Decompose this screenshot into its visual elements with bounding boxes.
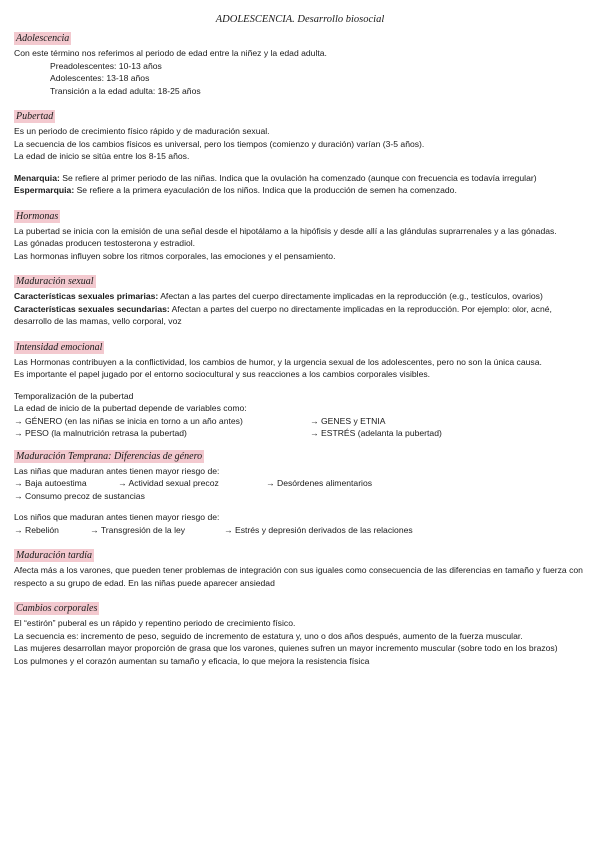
temporalizacion-intro: La edad de inicio de la pubertad depende de variables como:: [14, 403, 247, 413]
variable-peso: → PESO (la malnutrición retrasa la pubertad): [14, 428, 187, 438]
heading-adolescencia: Adolescencia: [16, 33, 70, 44]
intensidad-line: Las Hormonas contribuyen a la conflictividad, los cambios de humor, y la urgencia sexual de los adolescentes, pero no son la única causa.: [14, 356, 542, 367]
primarias-text: Afectan a las partes del cuerpo directamente implicadas en la reproducción (e.g., testículos, ovarios): [158, 291, 543, 301]
hormonas-line: La pubertad se inicia con la emisión de una señal desde el hipotálamo a la hipófisis y desde allí a las glándulas suprarrenales y a las gónadas.: [14, 225, 557, 236]
ninos-intro: Los niños que maduran antes tienen mayor riesgo de:: [14, 512, 220, 522]
temporalizacion-title: Temporalización de la pubertad: [14, 390, 134, 401]
risk-item: → Actividad sexual precoz: [118, 478, 219, 488]
heading-maduracion-temprana: Maduración Temprana: Diferencias de género: [16, 450, 203, 462]
variables-row: [14, 415, 586, 428]
primarias-term: Características sexuales primarias:: [14, 291, 159, 301]
menarquia-text: Se refiere al primer periodo de las niñas. Indica que la ovulación ha comenzado (aunque con frecuencia es todavía irregular): [59, 172, 537, 183]
document-title: ADOLESCENCIA. Desarrollo biosocial: [215, 14, 385, 25]
variable-genes: → GENES y ETNIA: [310, 415, 386, 426]
heading-intensidad-emocional: Intensidad emocional: [16, 341, 103, 353]
cambios-line: Los pulmones y el corazón aumentan su tamaño y eficacia, lo que mejora la resistencia física: [14, 655, 370, 666]
risk-item: → Rebelión: [14, 524, 59, 535]
pubertad-line: La secuencia de los cambios físicos es universal, pero los tiempos (comienzo y duración) varían (3-5 años).: [14, 138, 425, 149]
hormonas-line: Las hormonas influyen sobre los ritmos corporales, las emociones y el pensamiento.: [14, 250, 336, 261]
cambios-line: Las mujeres desarrollan mayor proporción de grasa que los varones, quienes sufren un mayor incremento muscular (sobre todo en los brazos): [14, 643, 558, 653]
pubertad-line: Es un periodo de crecimiento físico rápido y de maduración sexual.: [14, 126, 270, 136]
heading-maduracion-sexual: Maduración sexual: [16, 276, 94, 287]
risk-item: → Consumo precoz de sustancias: [14, 490, 145, 501]
heading-pubertad: Pubertad: [16, 111, 54, 122]
cambios-line: El “estirón” puberal es un rápido y repentino periodo de crecimiento físico.: [14, 618, 296, 628]
espermarquia-text: Se refiere a la primera eyaculación de los niños. Indica que la producción de semen ha comenzado.: [74, 185, 457, 195]
heading-hormonas: Hormonas: [16, 210, 59, 222]
tardia-text: Afecta más a los varones, que pueden tener problemas de integración con sus iguales como consecuencia de las diferencias en tamaño y fuerza con respecto a su grupo de edad. En las niñas puede aparecer ansiedad: [14, 565, 583, 588]
stage-preadolescentes: Preadolescentes: 10-13 años: [50, 60, 162, 71]
stage-adolescentes: Adolescentes: 13-18 años: [50, 73, 150, 83]
primarias-definition: [14, 290, 586, 303]
ninas-risks-row: [14, 477, 586, 490]
risk-item: → Baja autoestima: [14, 478, 87, 488]
variables-row: [14, 427, 586, 440]
hormonas-line: Las gónadas producen testosterona y estradiol.: [14, 238, 196, 248]
risk-item: → Estrés y depresión derivados de las relaciones: [224, 524, 413, 535]
espermarquia-term: Espermarquia:: [14, 185, 75, 195]
espermarquia-definition: [14, 184, 586, 197]
adolescencia-intro: Con este término nos referimos al periodo de edad entre la niñez y la edad adulta.: [14, 48, 327, 58]
cambios-line: La secuencia es: incremento de peso, seguido de incremento de estatura y, uno o dos años después, aumento de la fuerza muscular.: [14, 630, 523, 641]
heading-maduracion-tardia: Maduración tardía: [16, 550, 93, 561]
stage-transicion: Transición a la edad adulta: 18-25 años: [50, 85, 201, 96]
secundarias-definition: [14, 303, 586, 328]
risk-item: → Transgresión de la ley: [90, 524, 186, 535]
menarquia-term: Menarquia:: [14, 172, 60, 183]
intensidad-line: Es importante el papel jugado por el entorno sociocultural y sus reacciones a los cambios corporales visibles.: [14, 369, 431, 379]
secundarias-text: Afectan a partes del cuerpo no directamente implicadas en la reproducción. Por ejemplo: olor, acné, desarrollo de las mamas, vello corporal, voz: [14, 303, 552, 326]
secundarias-term: Características sexuales secundarias:: [14, 303, 170, 314]
variable-genero: → GÉNERO (en las niñas se inicia en torno a un año antes): [14, 415, 243, 426]
ninas-intro: Las niñas que maduran antes tienen mayor riesgo de:: [14, 465, 220, 476]
pubertad-line: La edad de inicio se sitúa entre los 8-15 años.: [14, 151, 190, 161]
menarquia-definition: [14, 172, 586, 185]
variable-estres: → ESTRÉS (adelanta la pubertad): [310, 428, 442, 438]
ninos-risks-row: [14, 524, 586, 537]
risk-item: → Desórdenes alimentarios: [266, 478, 373, 488]
heading-cambios-corporales: Cambios corporales: [16, 603, 98, 614]
